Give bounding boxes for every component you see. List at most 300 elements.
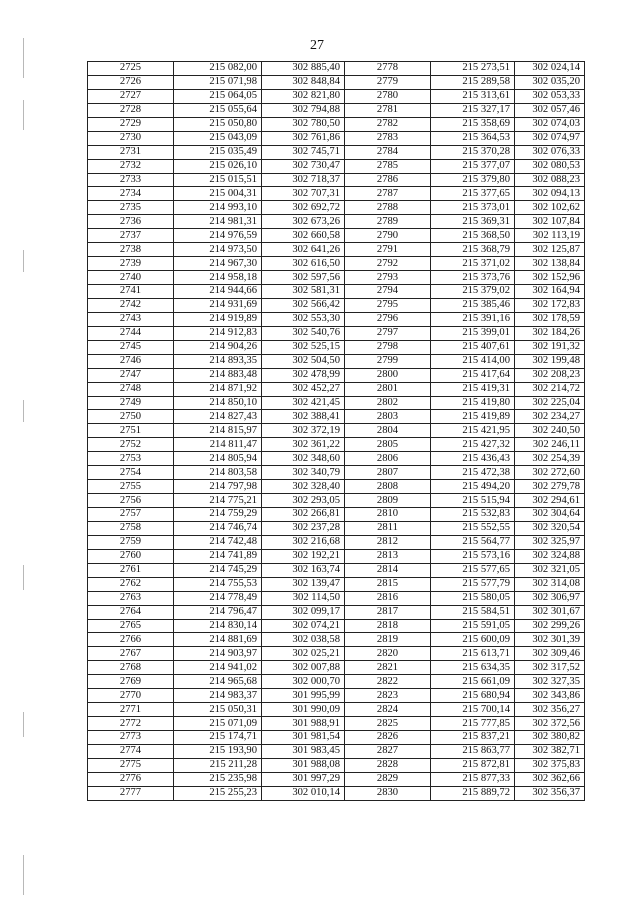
y-coordinate-cell: 302 184,26 — [515, 326, 585, 340]
table-row — [88, 563, 585, 577]
table-row — [88, 145, 585, 159]
table-row — [88, 62, 585, 76]
scan-margin-line — [23, 250, 24, 272]
x-coordinate-cell: 215 071,09 — [174, 717, 262, 731]
x-coordinate-cell: 215 419,89 — [431, 410, 515, 424]
table-row — [88, 772, 585, 786]
x-coordinate-cell: 215 055,64 — [174, 103, 262, 117]
x-coordinate-cell: 215 419,80 — [431, 396, 515, 410]
x-coordinate-cell: 214 981,31 — [174, 215, 262, 229]
y-coordinate-cell: 302 321,05 — [515, 563, 585, 577]
x-coordinate-cell: 215 634,35 — [431, 661, 515, 675]
y-coordinate-cell: 302 324,88 — [515, 549, 585, 563]
y-coordinate-cell: 302 301,67 — [515, 605, 585, 619]
y-coordinate-cell: 302 007,88 — [262, 661, 345, 675]
table-row — [88, 480, 585, 494]
x-coordinate-cell: 214 958,18 — [174, 271, 262, 285]
table-row — [88, 173, 585, 187]
x-coordinate-cell: 215 026,10 — [174, 159, 262, 173]
point-number-cell: 2826 — [345, 731, 431, 745]
table-row — [88, 159, 585, 173]
x-coordinate-cell: 215 364,53 — [431, 131, 515, 145]
y-coordinate-cell: 302 718,37 — [262, 173, 345, 187]
point-number-cell: 2729 — [88, 117, 174, 131]
x-coordinate-cell: 215 064,05 — [174, 89, 262, 103]
y-coordinate-cell: 302 707,31 — [262, 187, 345, 201]
point-number-cell: 2761 — [88, 563, 174, 577]
x-coordinate-cell: 215 837,21 — [431, 731, 515, 745]
x-coordinate-cell: 214 941,02 — [174, 661, 262, 675]
y-coordinate-cell: 302 794,88 — [262, 103, 345, 117]
y-coordinate-cell: 302 660,58 — [262, 229, 345, 243]
y-coordinate-cell: 302 372,19 — [262, 424, 345, 438]
x-coordinate-cell: 214 912,83 — [174, 326, 262, 340]
y-coordinate-cell: 302 074,21 — [262, 619, 345, 633]
x-coordinate-cell: 214 904,26 — [174, 340, 262, 354]
point-number-cell: 2735 — [88, 201, 174, 215]
table-row — [88, 312, 585, 326]
point-number-cell: 2792 — [345, 257, 431, 271]
x-coordinate-cell: 214 893,35 — [174, 354, 262, 368]
x-coordinate-cell: 214 983,37 — [174, 689, 262, 703]
x-coordinate-cell: 215 680,94 — [431, 689, 515, 703]
table-row — [88, 661, 585, 675]
x-coordinate-cell: 215 421,95 — [431, 424, 515, 438]
table-row — [88, 703, 585, 717]
point-number-cell: 2788 — [345, 201, 431, 215]
y-coordinate-cell: 302 525,15 — [262, 340, 345, 354]
point-number-cell: 2808 — [345, 480, 431, 494]
point-number-cell: 2778 — [345, 62, 431, 76]
y-coordinate-cell: 302 761,86 — [262, 131, 345, 145]
point-number-cell: 2818 — [345, 619, 431, 633]
x-coordinate-cell: 215 327,17 — [431, 103, 515, 117]
point-number-cell: 2767 — [88, 647, 174, 661]
point-number-cell: 2733 — [88, 173, 174, 187]
point-number-cell: 2741 — [88, 285, 174, 299]
y-coordinate-cell: 302 673,26 — [262, 215, 345, 229]
x-coordinate-cell: 215 600,09 — [431, 633, 515, 647]
x-coordinate-cell: 214 973,50 — [174, 243, 262, 257]
table-row — [88, 605, 585, 619]
point-number-cell: 2828 — [345, 758, 431, 772]
y-coordinate-cell: 302 320,54 — [515, 521, 585, 535]
table-row — [88, 215, 585, 229]
x-coordinate-cell: 215 368,79 — [431, 243, 515, 257]
y-coordinate-cell: 302 164,94 — [515, 285, 585, 299]
y-coordinate-cell: 302 348,60 — [262, 452, 345, 466]
y-coordinate-cell: 302 225,04 — [515, 396, 585, 410]
y-coordinate-cell: 302 293,05 — [262, 494, 345, 508]
point-number-cell: 2784 — [345, 145, 431, 159]
x-coordinate-cell: 214 967,30 — [174, 257, 262, 271]
y-coordinate-cell: 302 356,37 — [515, 786, 585, 800]
y-coordinate-cell: 302 309,46 — [515, 647, 585, 661]
x-coordinate-cell: 215 358,69 — [431, 117, 515, 131]
table-row — [88, 744, 585, 758]
y-coordinate-cell: 302 540,76 — [262, 326, 345, 340]
table-row — [88, 285, 585, 299]
x-coordinate-cell: 214 741,89 — [174, 549, 262, 563]
point-number-cell: 2776 — [88, 772, 174, 786]
point-number-cell: 2746 — [88, 354, 174, 368]
point-number-cell: 2754 — [88, 466, 174, 480]
table-row — [88, 396, 585, 410]
point-number-cell: 2745 — [88, 340, 174, 354]
x-coordinate-cell: 215 777,85 — [431, 717, 515, 731]
y-coordinate-cell: 302 216,68 — [262, 535, 345, 549]
y-coordinate-cell: 302 010,14 — [262, 786, 345, 800]
point-number-cell: 2790 — [345, 229, 431, 243]
table-row — [88, 647, 585, 661]
x-coordinate-cell: 215 385,46 — [431, 298, 515, 312]
y-coordinate-cell: 302 325,97 — [515, 535, 585, 549]
y-coordinate-cell: 301 981,54 — [262, 731, 345, 745]
point-number-cell: 2807 — [345, 466, 431, 480]
y-coordinate-cell: 302 178,59 — [515, 312, 585, 326]
point-number-cell: 2801 — [345, 382, 431, 396]
x-coordinate-cell: 215 193,90 — [174, 744, 262, 758]
table-row — [88, 243, 585, 257]
y-coordinate-cell: 302 317,52 — [515, 661, 585, 675]
point-number-cell: 2812 — [345, 535, 431, 549]
x-coordinate-cell: 215 035,49 — [174, 145, 262, 159]
point-number-cell: 2757 — [88, 508, 174, 522]
x-coordinate-cell: 214 797,98 — [174, 480, 262, 494]
x-coordinate-cell: 214 944,66 — [174, 285, 262, 299]
x-coordinate-cell: 215 863,77 — [431, 744, 515, 758]
point-number-cell: 2795 — [345, 298, 431, 312]
x-coordinate-cell: 215 700,14 — [431, 703, 515, 717]
point-number-cell: 2815 — [345, 577, 431, 591]
y-coordinate-cell: 302 597,56 — [262, 271, 345, 285]
y-coordinate-cell: 302 107,84 — [515, 215, 585, 229]
point-number-cell: 2744 — [88, 326, 174, 340]
point-number-cell: 2725 — [88, 62, 174, 76]
table-row — [88, 508, 585, 522]
point-number-cell: 2749 — [88, 396, 174, 410]
x-coordinate-cell: 215 436,43 — [431, 452, 515, 466]
y-coordinate-cell: 302 314,08 — [515, 577, 585, 591]
y-coordinate-cell: 301 997,29 — [262, 772, 345, 786]
x-coordinate-cell: 215 370,28 — [431, 145, 515, 159]
y-coordinate-cell: 302 504,50 — [262, 354, 345, 368]
x-coordinate-cell: 214 903,97 — [174, 647, 262, 661]
y-coordinate-cell: 302 152,96 — [515, 271, 585, 285]
y-coordinate-cell: 302 234,27 — [515, 410, 585, 424]
y-coordinate-cell: 302 478,99 — [262, 368, 345, 382]
point-number-cell: 2759 — [88, 535, 174, 549]
table-row — [88, 717, 585, 731]
point-number-cell: 2756 — [88, 494, 174, 508]
point-number-cell: 2727 — [88, 89, 174, 103]
y-coordinate-cell: 302 025,21 — [262, 647, 345, 661]
table-row — [88, 354, 585, 368]
point-number-cell: 2817 — [345, 605, 431, 619]
y-coordinate-cell: 302 053,33 — [515, 89, 585, 103]
point-number-cell: 2748 — [88, 382, 174, 396]
point-number-cell: 2783 — [345, 131, 431, 145]
scan-margin-line — [23, 400, 24, 422]
table-row — [88, 326, 585, 340]
x-coordinate-cell: 214 796,47 — [174, 605, 262, 619]
point-number-cell: 2791 — [345, 243, 431, 257]
x-coordinate-cell: 215 368,50 — [431, 229, 515, 243]
y-coordinate-cell: 302 035,20 — [515, 75, 585, 89]
point-number-cell: 2829 — [345, 772, 431, 786]
point-number-cell: 2755 — [88, 480, 174, 494]
point-number-cell: 2789 — [345, 215, 431, 229]
x-coordinate-cell: 215 877,33 — [431, 772, 515, 786]
x-coordinate-cell: 214 755,53 — [174, 577, 262, 591]
coordinates-table-body — [88, 62, 585, 801]
x-coordinate-cell: 215 373,01 — [431, 201, 515, 215]
x-coordinate-cell: 215 407,61 — [431, 340, 515, 354]
y-coordinate-cell: 302 745,71 — [262, 145, 345, 159]
point-number-cell: 2765 — [88, 619, 174, 633]
y-coordinate-cell: 302 616,50 — [262, 257, 345, 271]
y-coordinate-cell: 301 988,08 — [262, 758, 345, 772]
point-number-cell: 2771 — [88, 703, 174, 717]
point-number-cell: 2830 — [345, 786, 431, 800]
x-coordinate-cell: 215 472,38 — [431, 466, 515, 480]
y-coordinate-cell: 301 988,91 — [262, 717, 345, 731]
table-row — [88, 535, 585, 549]
x-coordinate-cell: 215 379,02 — [431, 285, 515, 299]
y-coordinate-cell: 302 362,66 — [515, 772, 585, 786]
x-coordinate-cell: 215 273,51 — [431, 62, 515, 76]
x-coordinate-cell: 215 071,98 — [174, 75, 262, 89]
point-number-cell: 2803 — [345, 410, 431, 424]
x-coordinate-cell: 214 815,97 — [174, 424, 262, 438]
y-coordinate-cell: 302 246,11 — [515, 438, 585, 452]
x-coordinate-cell: 215 552,55 — [431, 521, 515, 535]
point-number-cell: 2763 — [88, 591, 174, 605]
y-coordinate-cell: 302 074,03 — [515, 117, 585, 131]
table-row — [88, 633, 585, 647]
point-number-cell: 2809 — [345, 494, 431, 508]
y-coordinate-cell: 302 388,41 — [262, 410, 345, 424]
y-coordinate-cell: 302 380,82 — [515, 731, 585, 745]
x-coordinate-cell: 215 050,80 — [174, 117, 262, 131]
y-coordinate-cell: 302 272,60 — [515, 466, 585, 480]
y-coordinate-cell: 302 138,84 — [515, 257, 585, 271]
point-number-cell: 2773 — [88, 731, 174, 745]
point-number-cell: 2779 — [345, 75, 431, 89]
x-coordinate-cell: 214 830,14 — [174, 619, 262, 633]
x-coordinate-cell: 214 931,69 — [174, 298, 262, 312]
table-row — [88, 786, 585, 800]
point-number-cell: 2785 — [345, 159, 431, 173]
point-number-cell: 2752 — [88, 438, 174, 452]
x-coordinate-cell: 215 313,61 — [431, 89, 515, 103]
point-number-cell: 2742 — [88, 298, 174, 312]
point-number-cell: 2796 — [345, 312, 431, 326]
x-coordinate-cell: 214 850,10 — [174, 396, 262, 410]
x-coordinate-cell: 215 255,23 — [174, 786, 262, 800]
point-number-cell: 2730 — [88, 131, 174, 145]
y-coordinate-cell: 302 214,72 — [515, 382, 585, 396]
point-number-cell: 2782 — [345, 117, 431, 131]
point-number-cell: 2798 — [345, 340, 431, 354]
y-coordinate-cell: 302 139,47 — [262, 577, 345, 591]
point-number-cell: 2732 — [88, 159, 174, 173]
x-coordinate-cell: 215 494,20 — [431, 480, 515, 494]
y-coordinate-cell: 302 553,30 — [262, 312, 345, 326]
point-number-cell: 2799 — [345, 354, 431, 368]
point-number-cell: 2820 — [345, 647, 431, 661]
table-row — [88, 549, 585, 563]
point-number-cell: 2766 — [88, 633, 174, 647]
x-coordinate-cell: 215 082,00 — [174, 62, 262, 76]
point-number-cell: 2777 — [88, 786, 174, 800]
scan-margin-line — [23, 100, 24, 130]
point-number-cell: 2751 — [88, 424, 174, 438]
y-coordinate-cell: 302 566,42 — [262, 298, 345, 312]
y-coordinate-cell: 301 990,09 — [262, 703, 345, 717]
x-coordinate-cell: 215 377,07 — [431, 159, 515, 173]
x-coordinate-cell: 215 391,16 — [431, 312, 515, 326]
x-coordinate-cell: 215 015,51 — [174, 173, 262, 187]
y-coordinate-cell: 302 382,71 — [515, 744, 585, 758]
x-coordinate-cell: 215 399,01 — [431, 326, 515, 340]
x-coordinate-cell: 215 417,64 — [431, 368, 515, 382]
point-number-cell: 2814 — [345, 563, 431, 577]
x-coordinate-cell: 215 532,83 — [431, 508, 515, 522]
table-row — [88, 438, 585, 452]
point-number-cell: 2823 — [345, 689, 431, 703]
point-number-cell: 2805 — [345, 438, 431, 452]
y-coordinate-cell: 302 024,14 — [515, 62, 585, 76]
y-coordinate-cell: 302 094,13 — [515, 187, 585, 201]
x-coordinate-cell: 215 043,09 — [174, 131, 262, 145]
x-coordinate-cell: 215 373,76 — [431, 271, 515, 285]
point-number-cell: 2737 — [88, 229, 174, 243]
x-coordinate-cell: 214 993,10 — [174, 201, 262, 215]
table-row — [88, 521, 585, 535]
x-coordinate-cell: 215 419,31 — [431, 382, 515, 396]
point-number-cell: 2804 — [345, 424, 431, 438]
point-number-cell: 2762 — [88, 577, 174, 591]
point-number-cell: 2827 — [345, 744, 431, 758]
point-number-cell: 2728 — [88, 103, 174, 117]
x-coordinate-cell: 215 515,94 — [431, 494, 515, 508]
table-row — [88, 298, 585, 312]
table-row — [88, 689, 585, 703]
x-coordinate-cell: 214 745,29 — [174, 563, 262, 577]
y-coordinate-cell: 302 328,40 — [262, 480, 345, 494]
y-coordinate-cell: 302 306,97 — [515, 591, 585, 605]
x-coordinate-cell: 215 377,65 — [431, 187, 515, 201]
point-number-cell: 2811 — [345, 521, 431, 535]
point-number-cell: 2726 — [88, 75, 174, 89]
y-coordinate-cell: 302 581,31 — [262, 285, 345, 299]
x-coordinate-cell: 215 371,02 — [431, 257, 515, 271]
x-coordinate-cell: 214 803,58 — [174, 466, 262, 480]
y-coordinate-cell: 302 057,46 — [515, 103, 585, 117]
point-number-cell: 2824 — [345, 703, 431, 717]
x-coordinate-cell: 214 871,92 — [174, 382, 262, 396]
y-coordinate-cell: 302 327,35 — [515, 675, 585, 689]
point-number-cell: 2734 — [88, 187, 174, 201]
y-coordinate-cell: 302 266,81 — [262, 508, 345, 522]
y-coordinate-cell: 302 114,50 — [262, 591, 345, 605]
point-number-cell: 2740 — [88, 271, 174, 285]
y-coordinate-cell: 302 299,26 — [515, 619, 585, 633]
y-coordinate-cell: 302 125,87 — [515, 243, 585, 257]
x-coordinate-cell: 215 872,81 — [431, 758, 515, 772]
table-row — [88, 619, 585, 633]
table-row — [88, 229, 585, 243]
y-coordinate-cell: 301 995,99 — [262, 689, 345, 703]
y-coordinate-cell: 302 279,78 — [515, 480, 585, 494]
point-number-cell: 2770 — [88, 689, 174, 703]
point-number-cell: 2781 — [345, 103, 431, 117]
point-number-cell: 2780 — [345, 89, 431, 103]
point-number-cell: 2821 — [345, 661, 431, 675]
table-row — [88, 271, 585, 285]
scan-margin-line — [23, 565, 24, 590]
point-number-cell: 2802 — [345, 396, 431, 410]
point-number-cell: 2750 — [88, 410, 174, 424]
y-coordinate-cell: 302 421,45 — [262, 396, 345, 410]
point-number-cell: 2753 — [88, 452, 174, 466]
x-coordinate-cell: 215 580,05 — [431, 591, 515, 605]
y-coordinate-cell: 302 375,83 — [515, 758, 585, 772]
table-row — [88, 201, 585, 215]
point-number-cell: 2806 — [345, 452, 431, 466]
x-coordinate-cell: 215 577,79 — [431, 577, 515, 591]
y-coordinate-cell: 302 301,39 — [515, 633, 585, 647]
y-coordinate-cell: 302 237,28 — [262, 521, 345, 535]
point-number-cell: 2747 — [88, 368, 174, 382]
point-number-cell: 2758 — [88, 521, 174, 535]
point-number-cell: 2743 — [88, 312, 174, 326]
y-coordinate-cell: 302 113,19 — [515, 229, 585, 243]
y-coordinate-cell: 302 038,58 — [262, 633, 345, 647]
point-number-cell: 2774 — [88, 744, 174, 758]
table-row — [88, 675, 585, 689]
y-coordinate-cell: 302 208,23 — [515, 368, 585, 382]
x-coordinate-cell: 215 613,71 — [431, 647, 515, 661]
point-number-cell: 2786 — [345, 173, 431, 187]
y-coordinate-cell: 302 340,79 — [262, 466, 345, 480]
x-coordinate-cell: 215 427,32 — [431, 438, 515, 452]
point-number-cell: 2769 — [88, 675, 174, 689]
y-coordinate-cell: 302 821,80 — [262, 89, 345, 103]
x-coordinate-cell: 215 174,71 — [174, 731, 262, 745]
x-coordinate-cell: 214 919,89 — [174, 312, 262, 326]
y-coordinate-cell: 302 163,74 — [262, 563, 345, 577]
table-row — [88, 117, 585, 131]
y-coordinate-cell: 302 372,56 — [515, 717, 585, 731]
point-number-cell: 2793 — [345, 271, 431, 285]
point-number-cell: 2731 — [88, 145, 174, 159]
coordinates-table — [87, 61, 585, 801]
y-coordinate-cell: 302 254,39 — [515, 452, 585, 466]
point-number-cell: 2787 — [345, 187, 431, 201]
x-coordinate-cell: 215 414,00 — [431, 354, 515, 368]
scan-margin-line — [23, 855, 24, 895]
x-coordinate-cell: 215 050,31 — [174, 703, 262, 717]
x-coordinate-cell: 214 805,94 — [174, 452, 262, 466]
y-coordinate-cell: 301 983,45 — [262, 744, 345, 758]
table-row — [88, 591, 585, 605]
point-number-cell: 2816 — [345, 591, 431, 605]
y-coordinate-cell: 302 692,72 — [262, 201, 345, 215]
table-row — [88, 131, 585, 145]
x-coordinate-cell: 214 778,49 — [174, 591, 262, 605]
